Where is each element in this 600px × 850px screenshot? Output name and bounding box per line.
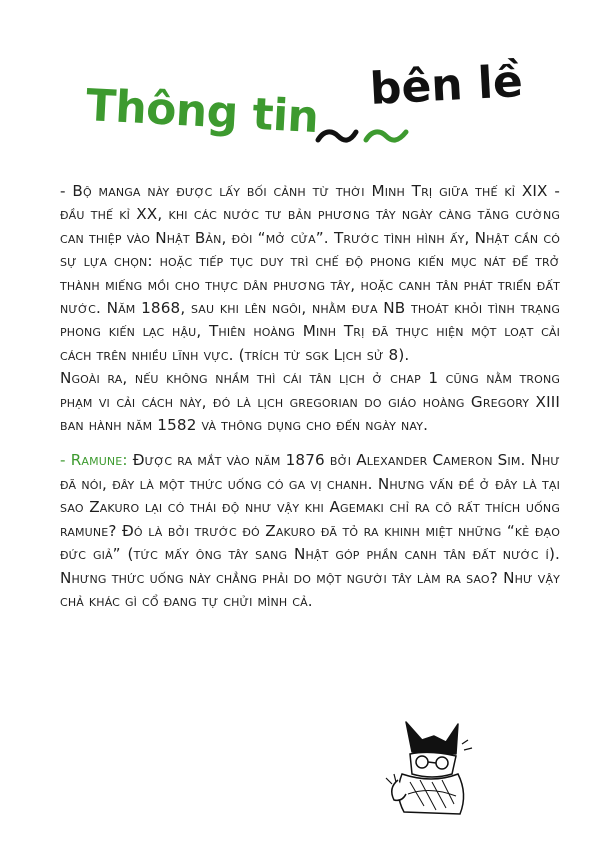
paragraph-ramune xyxy=(60,449,560,613)
ramune-prefix: - xyxy=(60,451,71,470)
title-part-black: bên lề xyxy=(368,56,525,115)
article-body xyxy=(60,180,560,613)
paragraph-calendar: Ngoài ra, nếu không nhầm thì cái tân lịch ở chap 1 cũng nằm trong phạm vi cải cách này, đó là lịch gregorian do giáo hoàng Gregory XIII ban hành năm 1582 và thông dụng cho đến ngày nay. xyxy=(60,369,560,435)
chibi-character-icon xyxy=(382,714,477,819)
ramune-text: Được ra mắt vào năm 1876 bởi Alexander Cameron Sim. Như đã nói, đây là một thức uống có ga vị chanh. Nhưng vấn đề ở đây là tại sao Zakuro lại có thái độ như vậy khi Agemaki chỉ ra cô rất thích uống ramune? Đó là bởi trước đó Zakuro đã tỏ ra khinh miệt những “kẻ đạo đức giả” (tức mấy ông tây sang Nhật góp phần canh tân đất nước í). Nhưng thức uống này chẳng phải do một người tây làm ra sao? Như vậy chả khác gì cổ đang tự chửi mình cả. xyxy=(60,451,560,610)
tilde-decoration-icon xyxy=(312,122,412,150)
page-title xyxy=(84,56,546,152)
title-part-green: Thông tin xyxy=(84,80,320,144)
paragraph-meiji: - Bộ manga này được lấy bối cảnh từ thời Minh Trị giữa thế kỉ XIX - đầu thế kỉ XX, khi các nước tư bản phương tây ngày càng tăng cường can thiệp vào Nhật Bản, đòi “mở cửa”. Trước tình hình ấy, Nhật cần có sự lựa chọn: hoặc tiếp tục duy trì chế độ phong kiến mục nát để trở thành miếng mồi cho thực dân phương tây, hoặc canh tân phát triển đất nước. Năm 1868, sau khi lên ngôi, nhằm đưa NB thoát khỏi tình trạng phong kiến lạc hậu, Thiên hoàng Minh Trị đã thực hiện một loạt cải cách trên nhiều lĩnh vực. (trích từ sgk Lịch sử 8). xyxy=(60,182,560,364)
ramune-label: Ramune: xyxy=(70,451,128,470)
